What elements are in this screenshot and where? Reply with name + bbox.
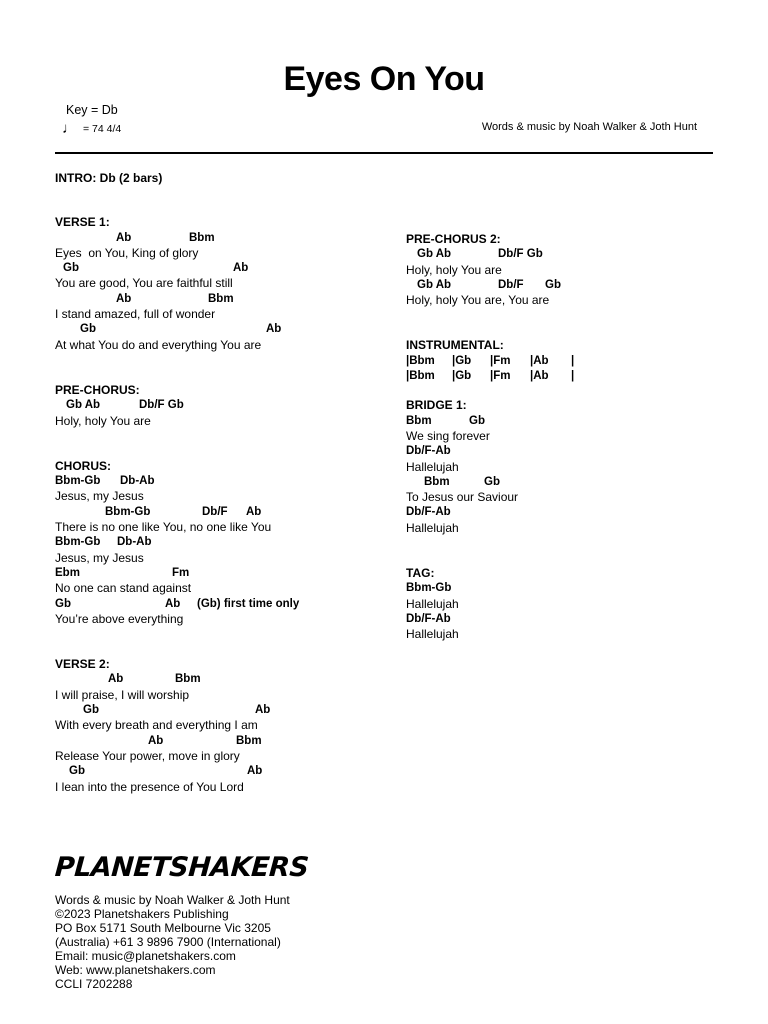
left-column xyxy=(55,171,395,795)
lyric-line: Jesus, my Jesus xyxy=(55,489,144,504)
section-tag xyxy=(406,566,746,642)
chord-line xyxy=(55,566,395,581)
chord: Db/F-Ab xyxy=(406,612,451,625)
chord: Db/F xyxy=(202,505,228,518)
chord-line xyxy=(406,581,746,596)
chord-line xyxy=(55,672,395,687)
chord-line xyxy=(55,322,395,337)
chord-line xyxy=(55,474,395,489)
song-key: Key = Db xyxy=(66,103,118,117)
chord: Ab xyxy=(108,673,124,686)
chord: Gb xyxy=(55,597,71,610)
section-pre-chorus-2 xyxy=(406,232,746,308)
bar-cell: |Ab xyxy=(530,354,549,367)
song-tempo xyxy=(62,120,121,137)
bar-row xyxy=(406,369,746,384)
section-chorus xyxy=(55,459,395,627)
bar-cell: |Gb xyxy=(452,354,472,367)
chord-line xyxy=(55,292,395,307)
lyric-line: We sing forever xyxy=(406,428,490,443)
section-label: CHORUS: xyxy=(55,458,111,473)
bar-row xyxy=(406,354,746,369)
chord: Bbm xyxy=(208,292,234,305)
footer-copyright: ©2023 Planetshakers Publishing xyxy=(55,907,229,921)
planetshakers-logo: PLANETSHAKERS xyxy=(53,852,310,883)
section-pre-chorus xyxy=(55,383,395,429)
footer-ccli: CCLI 7202288 xyxy=(55,977,133,991)
section-label: VERSE 1: xyxy=(55,215,110,230)
chord: Fm xyxy=(172,566,190,579)
bar-cell: | xyxy=(571,354,575,367)
chord: Ab xyxy=(255,704,271,717)
chord: Bbm-Gb xyxy=(55,475,101,488)
lyric-line: No one can stand against xyxy=(55,581,192,596)
chord: Gb xyxy=(83,704,99,717)
chord: Bbm xyxy=(236,734,262,747)
section-label: PRE-CHORUS 2: xyxy=(406,232,501,246)
chord: Ab xyxy=(247,765,263,778)
lyric-line: Holy, holy You are xyxy=(55,413,151,428)
chord-line xyxy=(55,505,395,520)
section-label: TAG: xyxy=(406,566,435,581)
chord-line xyxy=(406,505,746,520)
lyric-line: At what You do and everything You are xyxy=(55,337,262,352)
lyric-line: Jesus, my Jesus xyxy=(55,550,144,565)
chord: Ab xyxy=(266,323,282,336)
lyric-line: There is no one like You, no one like You xyxy=(55,520,272,535)
song-credit: Words & music by Noah Walker & Joth Hunt xyxy=(481,121,697,133)
chord-line xyxy=(406,278,746,293)
lyric-line: You’re above everything xyxy=(55,611,184,626)
bar-cell: |Fm xyxy=(490,370,511,383)
lyric-line: I stand amazed, full of wonder xyxy=(55,307,216,322)
footer-email: Email: music@planetshakers.com xyxy=(55,949,236,963)
chord: Bbm xyxy=(406,414,432,427)
section-label: BRIDGE 1: xyxy=(406,398,467,413)
header-divider xyxy=(55,152,713,154)
section-label: INSTRUMENTAL: xyxy=(406,338,504,353)
chord: Gb xyxy=(69,765,85,778)
lyric-line: To Jesus our Saviour xyxy=(406,490,519,505)
chord: Db-Ab xyxy=(117,536,152,549)
tempo-value: = 74 4/4 xyxy=(83,123,122,135)
chord: Ab xyxy=(233,262,249,275)
chord: Db/F Gb xyxy=(139,399,184,412)
quarter-note-icon: ♩ xyxy=(62,120,77,137)
bar-cell: |Bbm xyxy=(406,370,435,383)
chord: Db/F-Ab xyxy=(406,445,451,458)
footer-address: PO Box 5171 South Melbourne Vic 3205 xyxy=(55,921,271,935)
chord-line xyxy=(406,247,746,262)
chord-line xyxy=(55,764,395,779)
lyric-line: Hallelujah xyxy=(406,627,459,642)
lyric-line: With every breath and everything I am xyxy=(55,718,258,733)
chord: Ab xyxy=(148,734,164,747)
chord-line xyxy=(55,231,395,246)
chord-line xyxy=(55,597,395,612)
chord: Gb xyxy=(469,414,485,427)
footer-credit: Words & music by Noah Walker & Joth Hunt xyxy=(55,893,290,907)
chord: Bbm-Gb xyxy=(55,536,101,549)
chord-line xyxy=(406,414,746,429)
chord: Gb xyxy=(63,262,79,275)
intro-label: INTRO: Db (2 bars) xyxy=(55,171,163,185)
chord-line xyxy=(406,444,746,459)
lyric-line: Hallelujah xyxy=(406,596,459,611)
chord: Bbm-Gb xyxy=(406,582,452,595)
chord: Gb xyxy=(545,278,561,291)
right-column xyxy=(406,232,746,643)
section-bridge-1 xyxy=(406,398,746,536)
section-instrumental xyxy=(406,338,746,384)
lyric-line: Holy, holy You are, You are xyxy=(406,293,550,308)
bar-cell: | xyxy=(571,370,575,383)
lyric-line: Release Your power, move in glory xyxy=(55,748,240,763)
lyric-line: I lean into the presence of You Lord xyxy=(55,779,244,794)
lyric-line: I will praise, I will worship xyxy=(55,687,190,702)
chord: Db/F xyxy=(498,278,524,291)
chord: Bbm xyxy=(424,475,450,488)
chord: Gb Ab xyxy=(66,399,101,412)
lyric-line: Hallelujah xyxy=(406,520,459,535)
chord: Bbm xyxy=(189,231,215,244)
lyric-line: Hallelujah xyxy=(406,459,459,474)
section-label: PRE-CHORUS: xyxy=(55,382,140,397)
bar-cell: |Fm xyxy=(490,354,511,367)
chord-line xyxy=(406,475,746,490)
chord: Gb xyxy=(484,475,500,488)
footer-web: Web: www.planetshakers.com xyxy=(55,963,216,977)
chord-line xyxy=(55,398,395,413)
chord: Ab xyxy=(116,231,132,244)
footer-info xyxy=(55,893,290,991)
chord: Db-Ab xyxy=(120,475,155,488)
chord: Ab xyxy=(165,597,181,610)
chord: Bbm xyxy=(175,673,201,686)
chord: Gb Ab xyxy=(417,278,452,291)
chord-line xyxy=(55,734,395,749)
section-verse-2 xyxy=(55,657,395,795)
chord-line xyxy=(55,703,395,718)
chord: Gb Ab xyxy=(417,248,452,261)
chord: (Gb) first time only xyxy=(197,597,300,610)
bar-cell: |Ab xyxy=(530,370,549,383)
song-title: Eyes On You xyxy=(283,60,485,98)
bar-cell: |Bbm xyxy=(406,354,435,367)
section-label: VERSE 2: xyxy=(55,657,110,672)
section-verse-1 xyxy=(55,215,395,353)
chord: Ebm xyxy=(55,566,80,579)
chord: Ab xyxy=(246,505,262,518)
chord: Gb xyxy=(80,323,96,336)
chord: Bbm-Gb xyxy=(105,505,151,518)
bar-cell: |Gb xyxy=(452,370,472,383)
footer-phone: (Australia) +61 3 9896 7900 (International) xyxy=(55,935,281,949)
chord: Ab xyxy=(116,292,132,305)
chord-line xyxy=(55,535,395,550)
chord: Db/F-Ab xyxy=(406,506,451,519)
lyric-line: Eyes on You, King of glory xyxy=(55,245,199,260)
chord-line xyxy=(55,261,395,276)
lyric-line: Holy, holy You are xyxy=(406,262,502,277)
lyric-line: You are good, You are faithful still xyxy=(55,276,233,291)
chord-line xyxy=(406,612,746,627)
chord: Db/F Gb xyxy=(498,248,543,261)
